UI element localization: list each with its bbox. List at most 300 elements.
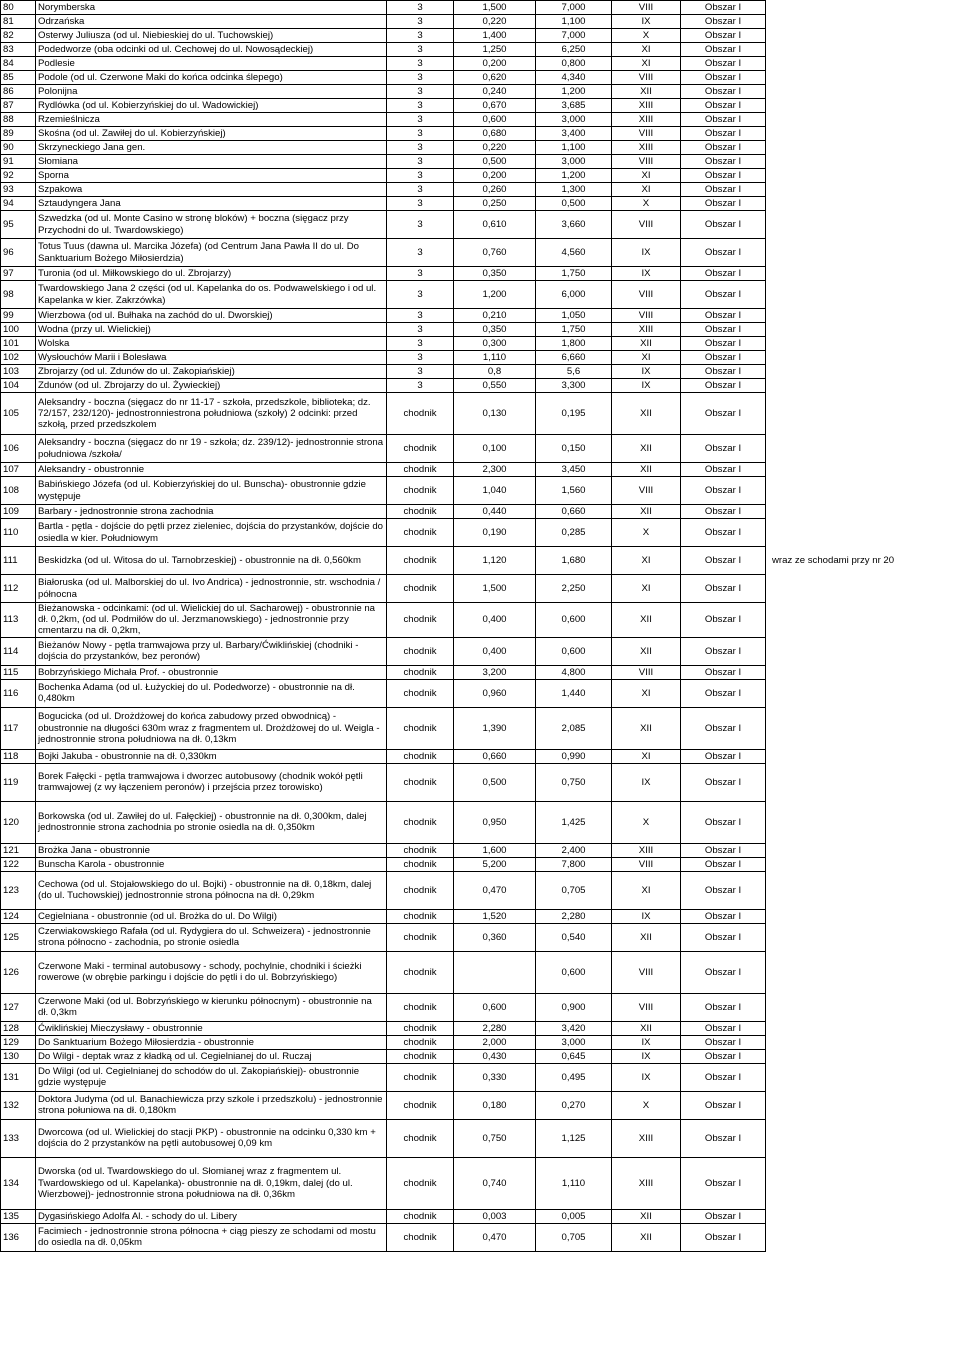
cell-nr: 87	[1, 99, 36, 113]
cell-type: chodnik	[387, 707, 454, 749]
table-row	[1, 857, 960, 871]
table-row	[1, 749, 960, 763]
table-row	[1, 763, 960, 801]
cell-len: 0,470	[454, 871, 536, 909]
cell-zone: Obszar I	[681, 267, 766, 281]
cell-nr: 136	[1, 1223, 36, 1251]
table-row	[1, 547, 960, 575]
cell-name: Bochenka Adama (od ul. Łużyckiej do ul. Podedworze) - obustronnie na dł. 0,480km	[36, 679, 387, 707]
cell-len: 1,600	[454, 843, 536, 857]
cell-cls: IX	[612, 15, 681, 29]
cell-nr: 80	[1, 1, 36, 15]
cell-note	[766, 211, 960, 239]
cell-cls: IX	[612, 1063, 681, 1091]
cell-cls: XIII	[612, 1157, 681, 1209]
cell-cls: VIII	[612, 211, 681, 239]
cell-nr: 91	[1, 155, 36, 169]
cell-nr: 111	[1, 547, 36, 575]
table-row	[1, 1157, 960, 1209]
table-row	[1, 637, 960, 665]
cell-note	[766, 85, 960, 99]
cell-area: 0,900	[536, 993, 612, 1021]
cell-name: Podedworze (oba odcinki od ul. Cechowej do ul. Nowosądeckiej)	[36, 43, 387, 57]
cell-type: chodnik	[387, 393, 454, 435]
cell-zone: Obszar I	[681, 923, 766, 951]
cell-note	[766, 71, 960, 85]
cell-area: 4,560	[536, 239, 612, 267]
cell-cls: XI	[612, 575, 681, 603]
cell-area: 3,450	[536, 463, 612, 477]
cell-len: 1,200	[454, 281, 536, 309]
cell-zone: Obszar I	[681, 1049, 766, 1063]
table-row	[1, 1035, 960, 1049]
cell-note	[766, 637, 960, 665]
cell-cls: XII	[612, 923, 681, 951]
cell-note	[766, 29, 960, 43]
cell-note	[766, 463, 960, 477]
cell-cls: IX	[612, 379, 681, 393]
table-row	[1, 707, 960, 749]
table-row	[1, 463, 960, 477]
cell-cls: VIII	[612, 309, 681, 323]
cell-area: 1,125	[536, 1119, 612, 1157]
table-row	[1, 923, 960, 951]
cell-area: 3,660	[536, 211, 612, 239]
cell-zone: Obszar I	[681, 801, 766, 843]
cell-len	[454, 951, 536, 993]
cell-name: Doktora Judyma (od ul. Banachiewicza przy szkole i przedszkolu) - jednostronnie strona połuniowa na dł. 0,180km	[36, 1091, 387, 1119]
cell-nr: 121	[1, 843, 36, 857]
cell-len: 0,400	[454, 637, 536, 665]
cell-cls: IX	[612, 365, 681, 379]
cell-area: 1,050	[536, 309, 612, 323]
cell-zone: Obszar I	[681, 1063, 766, 1091]
cell-len: 1,390	[454, 707, 536, 749]
cell-nr: 133	[1, 1119, 36, 1157]
cell-zone: Obszar I	[681, 169, 766, 183]
cell-len: 0,950	[454, 801, 536, 843]
cell-nr: 86	[1, 85, 36, 99]
cell-note	[766, 843, 960, 857]
cell-cls: VIII	[612, 127, 681, 141]
cell-note	[766, 1, 960, 15]
cell-type: 3	[387, 1, 454, 15]
table-row	[1, 113, 960, 127]
cell-cls: XI	[612, 43, 681, 57]
cell-cls: X	[612, 519, 681, 547]
cell-name: Białoruska (od ul. Malborskiej do ul. Ivo Andrica) - jednostronnie, str. wschodnia / północna	[36, 575, 387, 603]
cell-cls: XIII	[612, 99, 681, 113]
cell-cls: VIII	[612, 993, 681, 1021]
table-row	[1, 337, 960, 351]
cell-len: 3,200	[454, 665, 536, 679]
cell-type: chodnik	[387, 801, 454, 843]
cell-type: 3	[387, 29, 454, 43]
cell-area: 6,660	[536, 351, 612, 365]
cell-cls: XI	[612, 57, 681, 71]
cell-nr: 105	[1, 393, 36, 435]
cell-cls: XII	[612, 393, 681, 435]
cell-zone: Obszar I	[681, 1157, 766, 1209]
cell-type: 3	[387, 351, 454, 365]
cell-area: 0,540	[536, 923, 612, 951]
cell-area: 5,6	[536, 365, 612, 379]
cell-len: 0,190	[454, 519, 536, 547]
cell-name: Odrzańska	[36, 15, 387, 29]
cell-zone: Obszar I	[681, 211, 766, 239]
cell-name: Wysłouchów Marii i Bolesława	[36, 351, 387, 365]
cell-area: 3,000	[536, 155, 612, 169]
cell-zone: Obszar I	[681, 435, 766, 463]
cell-area: 1,200	[536, 169, 612, 183]
cell-name: Wolska	[36, 337, 387, 351]
cell-type: 3	[387, 183, 454, 197]
cell-name: Totus Tuus (dawna ul. Marcika Józefa) (od Centrum Jana Pawła II do ul. Do Sanktuarium Bożego Miłosierdzia)	[36, 239, 387, 267]
cell-nr: 99	[1, 309, 36, 323]
cell-zone: Obszar I	[681, 337, 766, 351]
cell-zone: Obszar I	[681, 843, 766, 857]
cell-nr: 114	[1, 637, 36, 665]
cell-len: 1,110	[454, 351, 536, 365]
table-row	[1, 951, 960, 993]
cell-name: Bieżanów Nowy - pętla tramwajowa przy ul. Barbary/Ćwiklińskiej (chodniki - dojścia do przystanków, bez peronów)	[36, 637, 387, 665]
cell-area: 1,680	[536, 547, 612, 575]
cell-zone: Obszar I	[681, 1, 766, 15]
cell-note	[766, 281, 960, 309]
cell-area: 1,800	[536, 337, 612, 351]
cell-note	[766, 127, 960, 141]
cell-nr: 126	[1, 951, 36, 993]
cell-name: Szwedzka (od ul. Monte Casino w stronę bloków) + boczna (sięgacz przy Przychodni do ul. Twardowskiego)	[36, 211, 387, 239]
cell-zone: Obszar I	[681, 547, 766, 575]
table-row	[1, 85, 960, 99]
cell-nr: 115	[1, 665, 36, 679]
cell-cls: XI	[612, 351, 681, 365]
cell-type: chodnik	[387, 1209, 454, 1223]
cell-zone: Obszar I	[681, 749, 766, 763]
table-row	[1, 1, 960, 15]
cell-cls: IX	[612, 1035, 681, 1049]
cell-cls: VIII	[612, 1, 681, 15]
cell-zone: Obszar I	[681, 365, 766, 379]
cell-note	[766, 1021, 960, 1035]
cell-len: 0,680	[454, 127, 536, 141]
cell-zone: Obszar I	[681, 141, 766, 155]
table-row	[1, 1091, 960, 1119]
cell-note	[766, 239, 960, 267]
cell-cls: X	[612, 1091, 681, 1119]
table-row	[1, 141, 960, 155]
cell-type: 3	[387, 85, 454, 99]
cell-name: Wodna (przy ul. Wielickiej)	[36, 323, 387, 337]
cell-cls: IX	[612, 1049, 681, 1063]
cell-area: 0,750	[536, 763, 612, 801]
cell-name: Do Wilgi - deptak wraz z kładką od ul. Cegielnianej do ul. Ruczaj	[36, 1049, 387, 1063]
cell-cls: VIII	[612, 155, 681, 169]
table-row	[1, 57, 960, 71]
cell-note	[766, 393, 960, 435]
cell-cls: XI	[612, 679, 681, 707]
cell-len: 0,200	[454, 169, 536, 183]
cell-note	[766, 505, 960, 519]
cell-cls: XII	[612, 435, 681, 463]
cell-area: 2,250	[536, 575, 612, 603]
cell-type: 3	[387, 99, 454, 113]
cell-type: 3	[387, 309, 454, 323]
cell-zone: Obszar I	[681, 1223, 766, 1251]
cell-type: 3	[387, 379, 454, 393]
cell-nr: 97	[1, 267, 36, 281]
cell-type: chodnik	[387, 435, 454, 463]
cell-area: 0,495	[536, 1063, 612, 1091]
cell-type: 3	[387, 169, 454, 183]
cell-len: 0,760	[454, 239, 536, 267]
cell-name: Norymberska	[36, 1, 387, 15]
cell-cls: XII	[612, 337, 681, 351]
cell-nr: 112	[1, 575, 36, 603]
cell-note	[766, 857, 960, 871]
cell-cls: XII	[612, 463, 681, 477]
cell-zone: Obszar I	[681, 463, 766, 477]
cell-nr: 102	[1, 351, 36, 365]
cell-note	[766, 1063, 960, 1091]
cell-type: 3	[387, 365, 454, 379]
cell-type: chodnik	[387, 477, 454, 505]
cell-len: 0,210	[454, 309, 536, 323]
cell-len: 0,400	[454, 603, 536, 638]
cell-area: 0,005	[536, 1209, 612, 1223]
cell-area: 1,110	[536, 1157, 612, 1209]
cell-area: 1,200	[536, 85, 612, 99]
cell-note	[766, 323, 960, 337]
cell-zone: Obszar I	[681, 309, 766, 323]
cell-name: Sporna	[36, 169, 387, 183]
cell-note: wraz ze schodami przy nr 20	[772, 554, 895, 566]
cell-type: chodnik	[387, 1091, 454, 1119]
cell-note	[766, 603, 960, 638]
cell-len: 0,300	[454, 337, 536, 351]
cell-note	[766, 993, 960, 1021]
table-row	[1, 211, 960, 239]
cell-name: Szpakowa	[36, 183, 387, 197]
cell-area: 0,705	[536, 871, 612, 909]
cell-len: 0,740	[454, 1157, 536, 1209]
cell-zone: Obszar I	[681, 99, 766, 113]
cell-len: 0,003	[454, 1209, 536, 1223]
cell-type: chodnik	[387, 505, 454, 519]
cell-len: 0,100	[454, 435, 536, 463]
table-row	[1, 267, 960, 281]
cell-len: 2,000	[454, 1035, 536, 1049]
cell-name: Sztaudyngera Jana	[36, 197, 387, 211]
cell-cls: XI	[612, 183, 681, 197]
cell-len: 0,440	[454, 505, 536, 519]
cell-len: 0,250	[454, 197, 536, 211]
cell-type: 3	[387, 71, 454, 85]
cell-area: 7,000	[536, 1, 612, 15]
table-row	[1, 197, 960, 211]
cell-name: Czerwone Maki (od ul. Bobrzyńskiego w kierunku północnym) - obustronnie na dł. 0,3km	[36, 993, 387, 1021]
cell-area: 2,280	[536, 909, 612, 923]
cell-note	[766, 477, 960, 505]
cell-len: 0,350	[454, 323, 536, 337]
table-row	[1, 169, 960, 183]
cell-nr: 108	[1, 477, 36, 505]
cell-type: chodnik	[387, 1223, 454, 1251]
cell-len: 0,350	[454, 267, 536, 281]
cell-type: chodnik	[387, 637, 454, 665]
cell-area: 0,600	[536, 951, 612, 993]
cell-len: 2,280	[454, 1021, 536, 1035]
cell-area: 7,000	[536, 29, 612, 43]
cell-len: 0,8	[454, 365, 536, 379]
cell-note	[766, 519, 960, 547]
cell-nr: 109	[1, 505, 36, 519]
cell-cls: XI	[612, 547, 681, 575]
cell-type: 3	[387, 239, 454, 267]
table-row	[1, 435, 960, 463]
cell-zone: Obszar I	[681, 197, 766, 211]
cell-type: 3	[387, 43, 454, 57]
cell-cls: VIII	[612, 477, 681, 505]
cell-area: 1,750	[536, 267, 612, 281]
cell-len: 0,600	[454, 993, 536, 1021]
cell-area: 2,085	[536, 707, 612, 749]
cell-nr: 120	[1, 801, 36, 843]
cell-area: 0,285	[536, 519, 612, 547]
cell-area: 6,250	[536, 43, 612, 57]
cell-zone: Obszar I	[681, 15, 766, 29]
cell-type: 3	[387, 267, 454, 281]
cell-note	[766, 1091, 960, 1119]
cell-name: Do Sanktuarium Bożego Miłosierdzia - obustronnie	[36, 1035, 387, 1049]
cell-note	[766, 871, 960, 909]
cell-name: Aleksandry - boczna (sięgacz do nr 11-17 - szkoła, przedszkole, biblioteka; dz. 72/157, 232/120)- jednostronniestrona południowa (szkoły) 2 odcinki: przed szkołą, przed przedszkolem	[36, 393, 387, 435]
cell-nr: 118	[1, 749, 36, 763]
cell-area: 1,425	[536, 801, 612, 843]
cell-note	[766, 749, 960, 763]
cell-zone: Obszar I	[681, 127, 766, 141]
cell-area: 1,100	[536, 141, 612, 155]
cell-cls: XII	[612, 505, 681, 519]
cell-type: chodnik	[387, 679, 454, 707]
cell-type: chodnik	[387, 843, 454, 857]
cell-name: Borek Fałęcki - pętla tramwajowa i dworzec autobusowy (chodnik wokół pętli tramwajowej (z wy łączeniem peronów) i przejścia przez torowisko)	[36, 763, 387, 801]
cell-note	[766, 57, 960, 71]
cell-note	[766, 337, 960, 351]
cell-area: 4,800	[536, 665, 612, 679]
cell-zone: Obszar I	[681, 637, 766, 665]
cell-note	[766, 679, 960, 707]
cell-area: 0,195	[536, 393, 612, 435]
cell-name: Bieżanowska - odcinkami: (od ul. Wielickiej do ul. Sacharowej) - obustronnie na dł. 0,2km, (od ul. Podmiłów do ul. Jerzmanowskiego) - jednostronnie przy cmentarzu na dł. 0,2km,	[36, 603, 387, 638]
cell-nr: 81	[1, 15, 36, 29]
cell-zone: Obszar I	[681, 85, 766, 99]
cell-area: 0,270	[536, 1091, 612, 1119]
table-row	[1, 1049, 960, 1063]
cell-nr: 107	[1, 463, 36, 477]
cell-type: chodnik	[387, 519, 454, 547]
cell-name: Zbrojarzy (od ul. Zdunów do ul. Zakopiańskiej)	[36, 365, 387, 379]
table-body	[1, 1, 960, 1252]
cell-len: 0,600	[454, 113, 536, 127]
cell-type: chodnik	[387, 1119, 454, 1157]
cell-len: 0,260	[454, 183, 536, 197]
cell-note	[766, 351, 960, 365]
cell-len: 0,660	[454, 749, 536, 763]
cell-name: Cegielniana - obustronnie (od ul. Brożka do ul. Do Wilgi)	[36, 909, 387, 923]
cell-type: chodnik	[387, 749, 454, 763]
cell-zone: Obszar I	[681, 1209, 766, 1223]
cell-type: 3	[387, 337, 454, 351]
cell-nr: 125	[1, 923, 36, 951]
cell-cls: XII	[612, 85, 681, 99]
cell-cls: XI	[612, 871, 681, 909]
table-row	[1, 239, 960, 267]
cell-zone: Obszar I	[681, 603, 766, 638]
cell-len: 1,120	[454, 547, 536, 575]
cell-zone: Obszar I	[681, 665, 766, 679]
cell-len: 2,300	[454, 463, 536, 477]
cell-name: Podole (od ul. Czerwone Maki do końca odcinka ślepego)	[36, 71, 387, 85]
cell-zone: Obszar I	[681, 909, 766, 923]
cell-note	[766, 155, 960, 169]
cell-zone: Obszar I	[681, 323, 766, 337]
cell-nr: 117	[1, 707, 36, 749]
cell-area: 2,400	[536, 843, 612, 857]
cell-cls: XI	[612, 749, 681, 763]
cell-name: Bartla - pętla - dojście do pętli przez zieleniec, dojścia do przystanków, dojście do osiedla w kier. Południowym	[36, 519, 387, 547]
cell-area: 0,500	[536, 197, 612, 211]
cell-cls: XII	[612, 603, 681, 638]
table-row	[1, 323, 960, 337]
cell-type: 3	[387, 323, 454, 337]
table-row	[1, 603, 960, 638]
cell-zone: Obszar I	[681, 239, 766, 267]
cell-note	[766, 1157, 960, 1209]
cell-cls: IX	[612, 267, 681, 281]
cell-nr: 95	[1, 211, 36, 239]
table-row	[1, 29, 960, 43]
cell-note	[766, 923, 960, 951]
table-row	[1, 843, 960, 857]
cell-area: 3,300	[536, 379, 612, 393]
cell-note	[766, 801, 960, 843]
cell-type: 3	[387, 15, 454, 29]
cell-type: 3	[387, 281, 454, 309]
cell-note	[766, 707, 960, 749]
cell-zone: Obszar I	[681, 1021, 766, 1035]
cell-type: chodnik	[387, 923, 454, 951]
cell-type: chodnik	[387, 1021, 454, 1035]
cell-nr: 123	[1, 871, 36, 909]
cell-cls: X	[612, 197, 681, 211]
cell-nr: 134	[1, 1157, 36, 1209]
cell-note	[766, 15, 960, 29]
cell-len: 5,200	[454, 857, 536, 871]
cell-type: 3	[387, 57, 454, 71]
cell-cls: XI	[612, 169, 681, 183]
cell-area: 1,440	[536, 679, 612, 707]
cell-zone: Obszar I	[681, 351, 766, 365]
cell-name: Dygasińskiego Adolfa Al. - schody do ul. Libery	[36, 1209, 387, 1223]
cell-type: 3	[387, 197, 454, 211]
cell-type: 3	[387, 141, 454, 155]
cell-name: Zdunów (od ul. Zbrojarzy do ul. Żywieckiej)	[36, 379, 387, 393]
cell-len: 0,470	[454, 1223, 536, 1251]
cell-type: chodnik	[387, 909, 454, 923]
cell-name: Beskidzka (od ul. Witosa do ul. Tarnobrzeskiej) - obustronnie na dł. 0,560km	[36, 547, 387, 575]
